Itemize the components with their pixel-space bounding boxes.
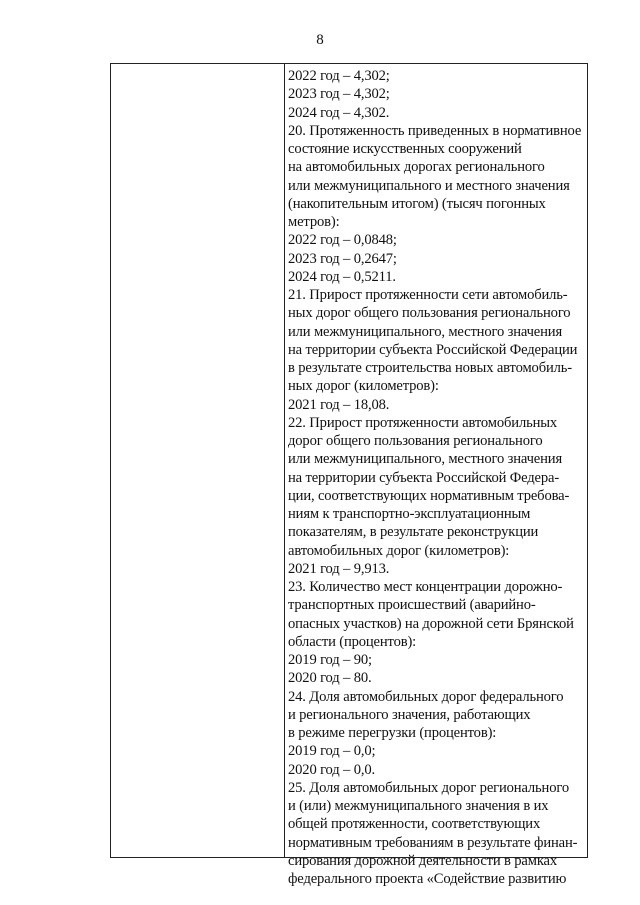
text-line: 22. Прирост протяженности автомобильных: [288, 414, 558, 431]
text-line: 24. Доля автомобильных дорог федерального: [288, 688, 564, 705]
text-line: метров):: [288, 214, 340, 230]
text-line: состояние искусственных сооружений: [288, 141, 522, 157]
text-line: ных дорог общего пользования регионального: [288, 305, 571, 322]
text-line: федерального проекта «Содействие развитию: [288, 871, 567, 887]
text-line: 2021 год – 9,913.: [288, 560, 390, 577]
text-line: 2023 год – 0,2647;: [288, 250, 397, 267]
text-line: дорог общего пользования регионального: [288, 433, 543, 449]
text-line: или межмуниципального, местного значения: [288, 451, 563, 468]
text-line: сирования дорожной деятельности в рамках: [288, 852, 558, 869]
text-line: ниям к транспортно-эксплуатационным: [288, 506, 531, 522]
text-line: 2019 год – 90;: [288, 652, 372, 668]
page-number: 8: [316, 32, 324, 48]
text-line: транспортных происшествий (аварийно-: [288, 597, 536, 614]
text-line: 2024 год – 4,302.: [288, 104, 390, 121]
text-line: 2021 год – 18,08.: [288, 396, 390, 413]
text-line: и (или) межмуниципального значения в их: [288, 798, 549, 814]
indicator-text-cell: [288, 67, 586, 888]
text-line: (накопительным итогом) (тысяч погонных: [288, 195, 546, 212]
text-line: 21. Прирост протяженности сети автомобиль-: [288, 287, 568, 303]
text-line: 23. Количество мест концентрации дорожно-: [288, 579, 563, 595]
text-line: 2023 год – 4,302;: [288, 86, 390, 103]
text-line: ции, соответствующих нормативным требова-: [288, 487, 570, 504]
text-line: на автомобильных дорогах регионального: [288, 159, 545, 176]
content-table: [110, 63, 588, 887]
text-line: нормативным требованиям в результате финан-: [288, 834, 578, 851]
text-line: на территории субъекта Российской Федера-: [288, 469, 560, 486]
text-line: области (процентов):: [288, 633, 417, 650]
text-line: показателям, в результате реконструкции: [288, 524, 539, 541]
text-line: 2022 год – 4,302;: [288, 68, 390, 84]
text-line: в режиме перегрузки (процентов):: [288, 725, 497, 741]
text-line: 2022 год – 0,0848;: [288, 232, 397, 249]
text-line: 20. Протяженность приведенных в нормативное: [288, 122, 582, 139]
text-line: 2019 год – 0,0;: [288, 743, 376, 760]
text-line: 2020 год – 80.: [288, 670, 372, 687]
text-line: опасных участков) на дорожной сети Брянской: [288, 615, 574, 632]
text-line: на территории субъекта Российской Федерации: [288, 341, 578, 358]
text-line: общей протяженности, соответствующих: [288, 816, 541, 833]
text-line: и регионального значения, работающих: [288, 706, 531, 723]
column-divider: [284, 64, 285, 857]
text-line: в результате строительства новых автомобиль-: [288, 360, 572, 376]
text-line: автомобильных дорог (километров):: [288, 542, 510, 559]
text-line: или межмуниципального, местного значения: [288, 323, 563, 340]
text-line: ных дорог (километров):: [288, 378, 439, 395]
text-line: или межмуниципального и местного значения: [288, 177, 570, 194]
text-line: 2024 год – 0,5211.: [288, 268, 396, 285]
text-line: 25. Доля автомобильных дорог регионального: [288, 779, 569, 796]
text-line: 2020 год – 0,0.: [288, 761, 375, 778]
